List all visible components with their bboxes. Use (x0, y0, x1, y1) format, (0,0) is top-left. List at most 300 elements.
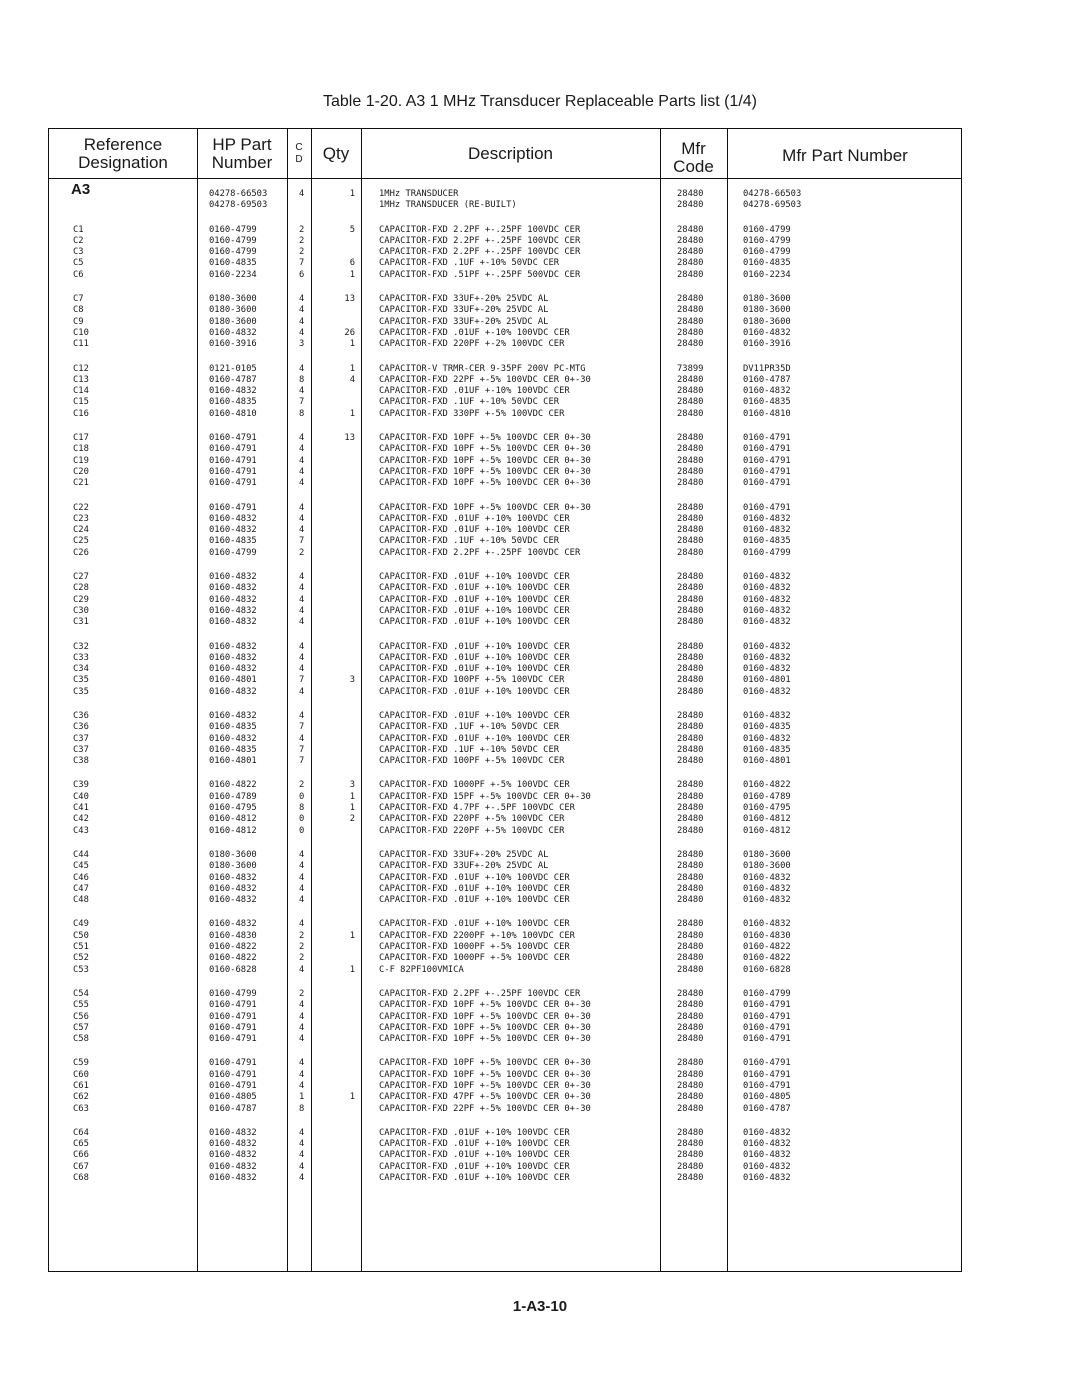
cell-ref: C48 (73, 895, 89, 906)
row-group (49, 850, 961, 906)
cell-hp: 0160-4822 (209, 942, 257, 953)
cell-mfr: 28480 (677, 964, 704, 975)
cell-cd: 8 (299, 408, 305, 419)
cell-mfr: 28480 (677, 374, 704, 385)
cell-desc: CAPACITOR-FXD 10PF +-5% 100VDC CER 0+-30 (379, 444, 591, 455)
cell-mfr: 28480 (677, 235, 704, 246)
table-row (49, 1012, 961, 1023)
cell-mfr: 28480 (677, 408, 704, 419)
cell-hp: 0160-4832 (209, 919, 257, 930)
table-row (49, 444, 961, 455)
cell-mfr: 28480 (677, 733, 704, 744)
cell-ref: C65 (73, 1139, 89, 1150)
cell-mpn: 0160-4832 (743, 327, 791, 338)
cell-mpn: 0160-4832 (743, 525, 791, 536)
cell-mpn: 0160-4791 (743, 433, 791, 444)
cell-desc: CAPACITOR-FXD .01UF +-10% 100VDC CER (379, 710, 570, 721)
cell-desc: CAPACITOR-FXD 22PF +-5% 100VDC CER 0+-30 (379, 1103, 591, 1114)
cell-cd: 2 (299, 224, 305, 235)
cell-mpn: 0160-4791 (743, 1069, 791, 1080)
cell-mfr: 28480 (677, 1103, 704, 1114)
cell-mfr: 28480 (677, 513, 704, 524)
cell-desc: CAPACITOR-FXD 15PF +-5% 100VDC CER 0+-30 (379, 791, 591, 802)
cell-desc: 1MHz TRANSDUCER (RE-BUILT) (379, 200, 517, 211)
cell-cd: 4 (299, 294, 305, 305)
cell-mfr: 28480 (677, 710, 704, 721)
cell-mfr: 28480 (677, 1161, 704, 1172)
cell-mpn: 0160-4805 (743, 1092, 791, 1103)
table-row (49, 734, 961, 745)
cell-mpn: 0160-4835 (743, 258, 791, 269)
cell-hp: 0160-4791 (209, 502, 257, 513)
cell-hp: 0160-4832 (209, 733, 257, 744)
cell-mpn: 0160-4832 (743, 710, 791, 721)
cell-mfr: 28480 (677, 258, 704, 269)
cell-ref: C38 (73, 756, 89, 767)
cell-cd: 8 (299, 374, 305, 385)
cell-mpn: 0160-4832 (743, 1161, 791, 1172)
cell-mpn: 0160-4832 (743, 872, 791, 883)
table-row (49, 780, 961, 791)
cell-desc: CAPACITOR-FXD .01UF +-10% 100VDC CER (379, 1139, 570, 1150)
cell-cd: 2 (299, 942, 305, 953)
table-row (49, 642, 961, 653)
cell-hp: 0160-4832 (209, 652, 257, 663)
cell-desc: CAPACITOR-FXD 220PF +-5% 100VDC CER (379, 814, 565, 825)
table-row (49, 270, 961, 281)
cell-cd: 4 (299, 641, 305, 652)
cell-ref: C62 (73, 1092, 89, 1103)
cell-ref: C39 (73, 780, 89, 791)
cell-cd: 7 (299, 258, 305, 269)
cell-ref: C33 (73, 652, 89, 663)
cell-mpn: 0160-4822 (743, 942, 791, 953)
cell-hp: 0160-4832 (209, 1139, 257, 1150)
cell-qty: 6 (349, 258, 355, 269)
cell-desc: CAPACITOR-FXD .01UF +-10% 100VDC CER (379, 513, 570, 524)
cell-mfr: 28480 (677, 1011, 704, 1022)
cell-mfr: 28480 (677, 525, 704, 536)
cell-hp: 0160-4801 (209, 675, 257, 686)
cell-ref: C47 (73, 883, 89, 894)
cell-mfr: 28480 (677, 583, 704, 594)
cell-hp: 0180-3600 (209, 861, 257, 872)
row-group (49, 1128, 961, 1184)
cell-ref: C14 (73, 386, 89, 397)
header-cd-line2: D (295, 154, 303, 165)
cell-hp: 0160-4787 (209, 374, 257, 385)
cell-mpn: 0160-4791 (743, 444, 791, 455)
table-row (49, 884, 961, 895)
cell-desc: CAPACITOR-FXD .01UF +-10% 100VDC CER (379, 1127, 570, 1138)
table-row (49, 617, 961, 628)
cell-desc: CAPACITOR-FXD .01UF +-10% 100VDC CER (379, 1150, 570, 1161)
cell-mfr: 28480 (677, 294, 704, 305)
cell-mfr: 28480 (677, 305, 704, 316)
cell-mpn: 0160-4832 (743, 1127, 791, 1138)
cell-hp: 0160-4799 (209, 235, 257, 246)
cell-cd: 2 (299, 988, 305, 999)
cell-ref: C10 (73, 327, 89, 338)
cell-mpn: 0160-4832 (743, 686, 791, 697)
cell-mpn: 0160-4795 (743, 803, 791, 814)
table-row (49, 814, 961, 825)
cell-mfr: 28480 (677, 536, 704, 547)
cell-mfr: 28480 (677, 617, 704, 628)
cell-mpn: 0160-2234 (743, 269, 791, 280)
cell-desc: CAPACITOR-FXD 10PF +-5% 100VDC CER 0+-30 (379, 1069, 591, 1080)
cell-desc: CAPACITOR-FXD 33UF+-20% 25VDC AL (379, 316, 549, 327)
cell-cd: 7 (299, 744, 305, 755)
cell-qty: 1 (349, 791, 355, 802)
cell-hp: 0160-4832 (209, 1150, 257, 1161)
cell-hp: 0160-4791 (209, 1069, 257, 1080)
cell-hp: 0121-0105 (209, 363, 257, 374)
cell-mpn: 0180-3600 (743, 305, 791, 316)
header-cd-line1: C (295, 142, 303, 153)
cell-desc: CAPACITOR-FXD .01UF +-10% 100VDC CER (379, 652, 570, 663)
cell-ref: C32 (73, 641, 89, 652)
cell-cd: 4 (299, 572, 305, 583)
cell-mfr: 28480 (677, 572, 704, 583)
cell-mpn: 0160-4812 (743, 814, 791, 825)
table-row (49, 965, 961, 976)
cell-ref: C66 (73, 1150, 89, 1161)
cell-ref: C60 (73, 1069, 89, 1080)
cell-cd: 4 (299, 964, 305, 975)
table-row (49, 653, 961, 664)
row-group (49, 294, 961, 350)
row-group (49, 711, 961, 767)
cell-ref: C20 (73, 466, 89, 477)
cell-mpn: 0160-4810 (743, 408, 791, 419)
table-row (49, 919, 961, 930)
cell-qty: 1 (349, 363, 355, 374)
table-row (49, 514, 961, 525)
table-row (49, 467, 961, 478)
cell-ref: C12 (73, 363, 89, 374)
cell-cd: 4 (299, 617, 305, 628)
cell-hp: 0160-4791 (209, 433, 257, 444)
cell-hp: 0160-4832 (209, 525, 257, 536)
row-group (49, 919, 961, 975)
cell-cd: 2 (299, 247, 305, 258)
cell-mpn: 0160-4789 (743, 791, 791, 802)
cell-ref: C36 (73, 710, 89, 721)
cell-ref: C61 (73, 1081, 89, 1091)
table-row (49, 942, 961, 953)
cell-cd: 4 (299, 872, 305, 883)
cell-hp: 0160-4835 (209, 722, 257, 733)
cell-cd: 8 (299, 1103, 305, 1114)
cell-mfr: 28480 (677, 825, 704, 836)
cell-ref: C28 (73, 583, 89, 594)
cell-hp: 0160-4805 (209, 1092, 257, 1103)
cell-hp: 0160-4832 (209, 664, 257, 675)
cell-ref: C27 (73, 572, 89, 583)
table-title: Table 1-20. A3 1 MHz Transducer Replaceable Parts list (1/4) (323, 93, 757, 110)
cell-ref: C34 (73, 664, 89, 675)
cell-mpn: 0160-4799 (743, 235, 791, 246)
table-row (49, 317, 961, 328)
cell-hp: 0160-4801 (209, 756, 257, 767)
cell-desc: CAPACITOR-FXD 47PF +-5% 100VDC CER 0+-30 (379, 1092, 591, 1103)
cell-mpn: 0160-4835 (743, 397, 791, 408)
cell-ref: C37 (73, 733, 89, 744)
table-row (49, 1139, 961, 1150)
cell-desc: CAPACITOR-FXD .1UF +-10% 50VDC CER (379, 744, 560, 755)
cell-hp: 0160-4791 (209, 1081, 257, 1091)
header-qty: Qty (322, 144, 350, 163)
cell-cd: 0 (299, 814, 305, 825)
cell-mpn: 0160-4787 (743, 374, 791, 385)
cell-mpn: 0160-4801 (743, 756, 791, 767)
cell-desc: CAPACITOR-V TRMR-CER 9-35PF 200V PC-MTG (379, 363, 586, 374)
cell-cd: 4 (299, 525, 305, 536)
cell-hp: 0160-4832 (209, 1161, 257, 1172)
header-mfr-part-number: Mfr Part Number (782, 146, 908, 165)
cell-hp: 0160-4791 (209, 1034, 257, 1045)
cell-desc: CAPACITOR-FXD 1000PF +-5% 100VDC CER (379, 780, 570, 791)
table-row (49, 583, 961, 594)
cell-mpn: 0160-4832 (743, 1150, 791, 1161)
cell-ref: C31 (73, 617, 89, 628)
cell-ref: C41 (73, 803, 89, 814)
cell-desc: CAPACITOR-FXD .01UF +-10% 100VDC CER (379, 605, 570, 616)
cell-qty: 1 (349, 269, 355, 280)
cell-qty: 13 (344, 294, 355, 305)
cell-mfr: 28480 (677, 502, 704, 513)
table-row (49, 478, 961, 489)
cell-desc: CAPACITOR-FXD .01UF +-10% 100VDC CER (379, 386, 570, 397)
cell-cd: 4 (299, 919, 305, 930)
cell-mpn: 0160-4832 (743, 605, 791, 616)
table-row (49, 386, 961, 397)
table-row (49, 572, 961, 583)
cell-cd: 4 (299, 189, 305, 199)
cell-cd: 4 (299, 594, 305, 605)
cell-cd: 4 (299, 883, 305, 894)
cell-hp: 04278-69503 (209, 200, 268, 211)
cell-hp: 0160-4832 (209, 686, 257, 697)
cell-mpn: 0160-4832 (743, 641, 791, 652)
cell-cd: 4 (299, 710, 305, 721)
cell-mfr: 28480 (677, 189, 704, 199)
table-row (49, 375, 961, 386)
cell-cd: 4 (299, 733, 305, 744)
cell-mpn: 0160-6828 (743, 964, 791, 975)
cell-cd: 4 (299, 305, 305, 316)
cell-ref: C6 (73, 269, 84, 280)
cell-desc: 1MHz TRANSDUCER (379, 189, 459, 199)
cell-mfr: 28480 (677, 872, 704, 883)
cell-desc: CAPACITOR-FXD .1UF +-10% 50VDC CER (379, 397, 560, 408)
cell-mfr: 28480 (677, 316, 704, 327)
cell-mpn: 0180-3600 (743, 316, 791, 327)
table-row (49, 536, 961, 547)
cell-hp: 0160-4791 (209, 1058, 257, 1069)
cell-mpn: 0160-4832 (743, 572, 791, 583)
cell-mpn: 0160-4791 (743, 478, 791, 489)
cell-ref: C2 (73, 235, 84, 246)
cell-desc: CAPACITOR-FXD 10PF +-5% 100VDC CER 0+-30 (379, 1022, 591, 1033)
cell-desc: CAPACITOR-FXD .01UF +-10% 100VDC CER (379, 641, 570, 652)
cell-mpn: 0160-4799 (743, 224, 791, 235)
cell-mpn: 0160-4835 (743, 722, 791, 733)
cell-ref: C52 (73, 953, 89, 964)
cell-mfr: 28480 (677, 1069, 704, 1080)
cell-cd: 4 (299, 1058, 305, 1069)
cell-desc: CAPACITOR-FXD 2.2PF +-.25PF 100VDC CER (379, 988, 581, 999)
cell-ref: C63 (73, 1103, 89, 1114)
cell-ref: C50 (73, 930, 89, 941)
table-row (49, 225, 961, 236)
row-group (49, 572, 961, 628)
cell-mfr: 28480 (677, 861, 704, 872)
cell-hp: 0160-4799 (209, 247, 257, 258)
cell-ref: C13 (73, 374, 89, 385)
cell-hp: 0180-3600 (209, 316, 257, 327)
table-row (49, 664, 961, 675)
cell-ref: C21 (73, 478, 89, 489)
cell-hp: 0160-4835 (209, 744, 257, 755)
cell-hp: 0160-3916 (209, 339, 257, 350)
cell-mfr: 28480 (677, 1034, 704, 1045)
cell-cd: 4 (299, 327, 305, 338)
cell-desc: CAPACITOR-FXD .01UF +-10% 100VDC CER (379, 872, 570, 883)
cell-desc: CAPACITOR-FXD 10PF +-5% 100VDC CER 0+-30 (379, 1034, 591, 1045)
cell-mpn: 0160-4832 (743, 617, 791, 628)
header-reference-line2: Designation (78, 153, 168, 172)
header-mfr-line1: Mfr (681, 139, 706, 158)
cell-cd: 7 (299, 722, 305, 733)
cell-mpn: 0160-4799 (743, 247, 791, 258)
cell-mfr: 28480 (677, 988, 704, 999)
cell-cd: 4 (299, 433, 305, 444)
cell-mfr: 28480 (677, 1058, 704, 1069)
cell-qty: 1 (349, 803, 355, 814)
cell-hp: 0180-3600 (209, 294, 257, 305)
cell-mpn: DV11PR35D (743, 363, 791, 374)
cell-ref: C44 (73, 849, 89, 860)
cell-ref: C46 (73, 872, 89, 883)
row-group (49, 989, 961, 1045)
table-row (49, 711, 961, 722)
cell-desc: CAPACITOR-FXD .01UF +-10% 100VDC CER (379, 686, 570, 697)
cell-mpn: 0160-4832 (743, 652, 791, 663)
cell-ref: C59 (73, 1058, 89, 1069)
cell-ref: C8 (73, 305, 84, 316)
cell-mfr: 28480 (677, 1173, 704, 1184)
table-row (49, 861, 961, 872)
cell-hp: 0160-4832 (209, 583, 257, 594)
cell-cd: 2 (299, 953, 305, 964)
cell-desc: CAPACITOR-FXD 4.7PF +-.5PF 100VDC CER (379, 803, 575, 814)
cell-mfr: 28480 (677, 455, 704, 466)
table-row (49, 189, 961, 200)
cell-hp: 0160-4822 (209, 953, 257, 964)
cell-mfr: 28480 (677, 953, 704, 964)
cell-cd: 4 (299, 386, 305, 397)
cell-hp: 0160-4799 (209, 224, 257, 235)
cell-ref: C57 (73, 1022, 89, 1033)
cell-mpn: 0160-4791 (743, 502, 791, 513)
cell-mpn: 04278-66503 (743, 189, 802, 199)
table-row (49, 606, 961, 617)
table-row (49, 294, 961, 305)
cell-mfr: 28480 (677, 895, 704, 906)
cell-mfr: 28480 (677, 652, 704, 663)
page-number: 1-A3-10 (512, 1298, 568, 1315)
table-row (49, 305, 961, 316)
cell-desc: CAPACITOR-FXD .01UF +-10% 100VDC CER (379, 919, 570, 930)
cell-cd: 4 (299, 849, 305, 860)
cell-desc: CAPACITOR-FXD .01UF +-10% 100VDC CER (379, 895, 570, 906)
cell-mfr: 28480 (677, 224, 704, 235)
cell-ref: C7 (73, 294, 84, 305)
cell-ref: C43 (73, 825, 89, 836)
cell-cd: 7 (299, 397, 305, 408)
cell-mpn: 0160-4832 (743, 733, 791, 744)
cell-ref: C19 (73, 455, 89, 466)
cell-desc: CAPACITOR-FXD .01UF +-10% 100VDC CER (379, 583, 570, 594)
cell-desc: CAPACITOR-FXD 10PF +-5% 100VDC CER 0+-30 (379, 466, 591, 477)
cell-mfr: 28480 (677, 930, 704, 941)
cell-desc: CAPACITOR-FXD 10PF +-5% 100VDC CER 0+-30 (379, 502, 591, 513)
cell-ref: C68 (73, 1173, 89, 1184)
cell-ref: C22 (73, 502, 89, 513)
cell-cd: 2 (299, 930, 305, 941)
cell-cd: 4 (299, 1150, 305, 1161)
table-row (49, 931, 961, 942)
cell-mpn: 0160-4832 (743, 513, 791, 524)
cell-mpn: 0160-4812 (743, 825, 791, 836)
table-row (49, 756, 961, 767)
cell-desc: CAPACITOR-FXD .01UF +-10% 100VDC CER (379, 525, 570, 536)
cell-cd: 4 (299, 664, 305, 675)
cell-mfr: 28480 (677, 386, 704, 397)
cell-mpn: 0160-4832 (743, 919, 791, 930)
cell-mpn: 0180-3600 (743, 849, 791, 860)
cell-desc: CAPACITOR-FXD .01UF +-10% 100VDC CER (379, 1161, 570, 1172)
cell-ref: C17 (73, 433, 89, 444)
cell-cd: 4 (299, 513, 305, 524)
cell-ref: C42 (73, 814, 89, 825)
cell-mpn: 0160-4832 (743, 664, 791, 675)
cell-qty: 1 (349, 1092, 355, 1103)
cell-hp: 0160-4832 (209, 572, 257, 583)
cell-mfr: 28480 (677, 547, 704, 558)
cell-mpn: 0160-4791 (743, 1011, 791, 1022)
cell-cd: 1 (299, 1092, 305, 1103)
cell-hp: 0160-4791 (209, 1000, 257, 1011)
cell-mfr: 28480 (677, 883, 704, 894)
cell-mpn: 0180-3600 (743, 294, 791, 305)
table-row (49, 503, 961, 514)
table-row (49, 1092, 961, 1103)
cell-desc: CAPACITOR-FXD 1000PF +-5% 100VDC CER (379, 953, 570, 964)
cell-desc: CAPACITOR-FXD .01UF +-10% 100VDC CER (379, 664, 570, 675)
cell-mfr: 28480 (677, 744, 704, 755)
cell-mfr: 28480 (677, 397, 704, 408)
cell-cd: 4 (299, 1161, 305, 1172)
cell-hp: 0160-4812 (209, 825, 257, 836)
cell-cd: 4 (299, 1000, 305, 1011)
cell-cd: 3 (299, 339, 305, 350)
cell-mfr: 28480 (677, 675, 704, 686)
cell-mfr: 28480 (677, 1092, 704, 1103)
cell-mfr: 28480 (677, 1022, 704, 1033)
